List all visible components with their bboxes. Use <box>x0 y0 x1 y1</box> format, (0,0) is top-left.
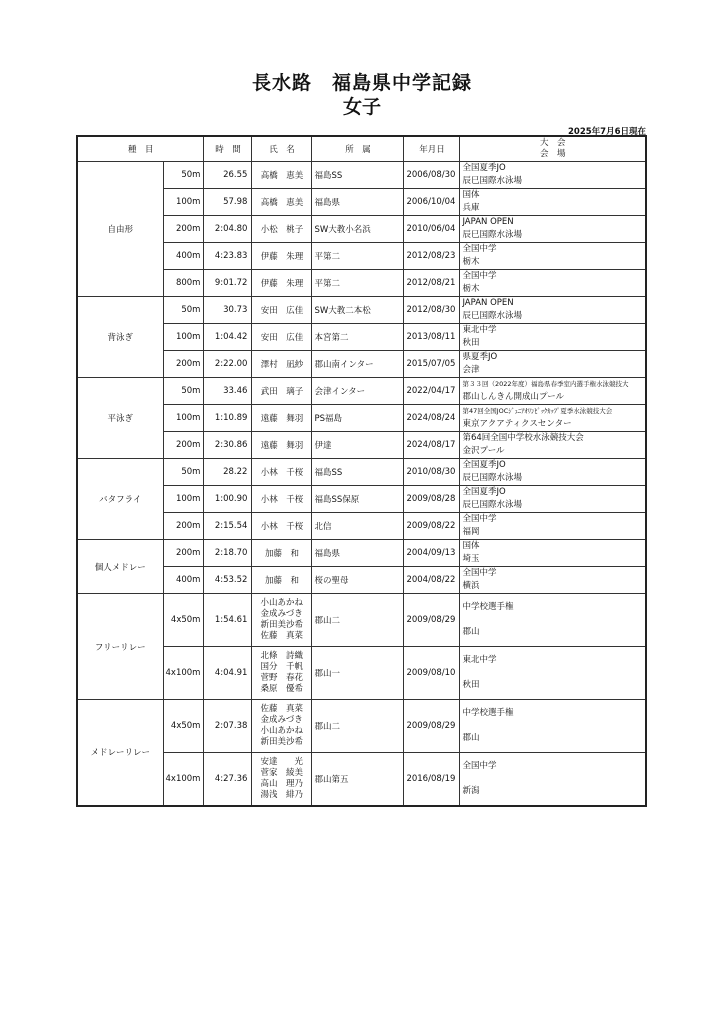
meet-venue <box>460 540 646 567</box>
club-name: 北信 <box>312 513 404 540</box>
record-date: 2013/08/11 <box>404 324 460 351</box>
header-date: 年月日 <box>404 136 460 162</box>
record-date: 2024/08/24 <box>404 405 460 432</box>
event-name: フリーリレー <box>77 594 163 700</box>
meet-venue <box>460 513 646 540</box>
spacer <box>462 667 643 679</box>
distance: 100m <box>163 405 204 432</box>
meet-venue <box>460 567 646 594</box>
table-row <box>77 459 646 486</box>
distance: 200m <box>163 432 204 459</box>
swimmer-names: 小山あかね 金成みづき 新田美沙希 佐藤 真菜 <box>252 594 312 647</box>
spacer <box>462 773 643 785</box>
club-name: PS福島 <box>312 405 404 432</box>
swimmer-name: 安田 広佳 <box>252 324 312 351</box>
record-date: 2009/08/29 <box>404 700 460 753</box>
spacer <box>462 720 643 732</box>
distance: 100m <box>163 324 204 351</box>
table-row <box>77 216 646 243</box>
table-row <box>77 513 646 540</box>
club-name: 郡山二 <box>312 700 404 753</box>
record-date: 2024/08/17 <box>404 432 460 459</box>
record-time: 2:18.70 <box>204 540 252 567</box>
distance: 400m <box>163 243 204 270</box>
venue-name: 郡山しんきん開成山プール <box>462 392 565 402</box>
meet-venue <box>460 297 646 324</box>
meet-venue <box>460 351 646 378</box>
club-name: 本宮第二 <box>312 324 404 351</box>
venue-name: 福岡 <box>462 527 480 537</box>
record-date: 2009/08/28 <box>404 486 460 513</box>
table-row <box>77 351 646 378</box>
record-time: 2:07.38 <box>204 700 252 753</box>
distance: 200m <box>163 513 204 540</box>
distance: 100m <box>163 486 204 513</box>
table-row <box>77 594 646 647</box>
record-date: 2004/08/22 <box>404 567 460 594</box>
swimmer-name: 伊藤 朱理 <box>252 270 312 297</box>
venue-name: 秋田 <box>462 338 480 348</box>
record-date: 2009/08/10 <box>404 647 460 700</box>
swimmer-name: 武田 璃子 <box>252 378 312 405</box>
meet-venue <box>460 700 646 753</box>
meet-venue <box>460 753 646 806</box>
venue-name: 横浜 <box>462 581 480 591</box>
record-date: 2004/09/13 <box>404 540 460 567</box>
swimmer-names: 北條 詩織 国分 千帆 菅野 春花 桑原 優希 <box>252 647 312 700</box>
meet-name: 東北中学 <box>462 655 497 665</box>
table-body <box>77 162 646 806</box>
record-time: 1:00.90 <box>204 486 252 513</box>
venue-name: 兵庫 <box>462 203 480 213</box>
table-row <box>77 297 646 324</box>
as-of-date: 2025年7月6日現在 <box>568 127 646 137</box>
swimmer-names: 佐藤 真菜 金成みづき 小山あかね 新田美沙希 <box>252 700 312 753</box>
venue-name: 辰巳国際水泳場 <box>462 311 522 321</box>
record-date: 2009/08/29 <box>404 594 460 647</box>
meet-venue <box>460 486 646 513</box>
club-name: 会津インター <box>312 378 404 405</box>
page-title: 長水路 福島県中学記録 <box>251 72 472 94</box>
meet-venue <box>460 189 646 216</box>
table-header-row <box>77 136 646 162</box>
header-meet: 大 会 <box>539 138 566 148</box>
meet-name: 中学校選手権 <box>462 602 514 612</box>
table-row <box>77 432 646 459</box>
record-time: 2:15.54 <box>204 513 252 540</box>
record-date: 2016/08/19 <box>404 753 460 806</box>
club-name: SW大教小名浜 <box>312 216 404 243</box>
meet-name: JAPAN OPEN <box>462 298 514 308</box>
meet-name: 中学校選手権 <box>462 708 514 718</box>
distance: 50m <box>163 297 204 324</box>
record-date: 2012/08/23 <box>404 243 460 270</box>
distance: 4x50m <box>163 700 204 753</box>
record-date: 2006/08/30 <box>404 162 460 189</box>
meet-venue <box>460 270 646 297</box>
table-row <box>77 378 646 405</box>
meet-name: 全国中学 <box>462 568 497 578</box>
venue-name: 会津 <box>462 365 480 375</box>
record-time: 4:53.52 <box>204 567 252 594</box>
venue-name: 辰巳国際水泳場 <box>462 230 522 240</box>
meet-name: 全国中学 <box>462 760 497 771</box>
meet-venue <box>460 243 646 270</box>
header-time: 時 間 <box>204 136 252 162</box>
distance: 50m <box>163 162 204 189</box>
venue-name: 埼玉 <box>462 554 480 564</box>
event-name: 背泳ぎ <box>77 297 163 378</box>
meet-venue <box>460 432 646 459</box>
record-date: 2022/04/17 <box>404 378 460 405</box>
venue-name: 栃木 <box>462 257 480 267</box>
meet-venue <box>460 162 646 189</box>
meet-venue <box>460 594 646 647</box>
table-row <box>77 189 646 216</box>
swimmer-name: 加藤 和 <box>252 540 312 567</box>
header-club: 所 属 <box>312 136 404 162</box>
club-name: 平第二 <box>312 270 404 297</box>
swimmer-names: 安達 光 菅家 綾美 高山 理乃 湯浅 緋乃 <box>252 753 312 806</box>
club-name: 伊達 <box>312 432 404 459</box>
club-name: 郡山南インター <box>312 351 404 378</box>
meet-venue <box>460 647 646 700</box>
venue-name: 金沢プール <box>462 446 505 456</box>
meet-name: 第64回全国中学校水泳競技大会 <box>462 433 584 443</box>
record-date: 2015/07/05 <box>404 351 460 378</box>
distance: 800m <box>163 270 204 297</box>
distance: 50m <box>163 378 204 405</box>
record-time: 4:23.83 <box>204 243 252 270</box>
table-row <box>77 162 646 189</box>
venue-name: 辰巳国際水泳場 <box>462 473 522 483</box>
club-name: 桜の聖母 <box>312 567 404 594</box>
swimmer-name: 高橋 恵美 <box>252 162 312 189</box>
event-name: バタフライ <box>77 459 163 540</box>
record-time: 2:30.86 <box>204 432 252 459</box>
club-name: 平第二 <box>312 243 404 270</box>
table-row <box>77 540 646 567</box>
record-time: 9:01.72 <box>204 270 252 297</box>
event-name: 平泳ぎ <box>77 378 163 459</box>
meet-venue <box>460 216 646 243</box>
meet-name: 全国中学 <box>462 244 497 254</box>
record-time: 57.98 <box>204 189 252 216</box>
club-name: 郡山二 <box>312 594 404 647</box>
swimmer-name: 高橋 恵美 <box>252 189 312 216</box>
table-row <box>77 567 646 594</box>
spacer <box>462 614 643 626</box>
club-name: 郡山第五 <box>312 753 404 806</box>
table-row <box>77 405 646 432</box>
meet-name: 県夏季JO <box>462 352 498 362</box>
record-date: 2012/08/30 <box>404 297 460 324</box>
distance: 50m <box>163 459 204 486</box>
venue-name: 郡山 <box>462 733 480 743</box>
venue-name: 東京アクアティクスセンター <box>462 419 572 429</box>
record-date: 2009/08/22 <box>404 513 460 540</box>
swimmer-name: 加藤 和 <box>252 567 312 594</box>
club-name: 福島SS保原 <box>312 486 404 513</box>
swimmer-name: 小林 千桜 <box>252 459 312 486</box>
club-name: 福島SS <box>312 162 404 189</box>
table-row <box>77 700 646 753</box>
meet-venue <box>460 324 646 351</box>
record-time: 2:04.80 <box>204 216 252 243</box>
swimmer-name: 小松 桃子 <box>252 216 312 243</box>
meet-name: 東北中学 <box>462 325 497 335</box>
record-date: 2006/10/04 <box>404 189 460 216</box>
record-time: 4:04.91 <box>204 647 252 700</box>
table-row <box>77 243 646 270</box>
distance: 200m <box>163 216 204 243</box>
meet-name: 第３３回（2022年度）福島県春季室内選手権水泳競技大 <box>462 380 629 388</box>
distance: 4x50m <box>163 594 204 647</box>
club-name: 郡山一 <box>312 647 404 700</box>
record-time: 1:54.61 <box>204 594 252 647</box>
header-event: 種 目 <box>77 136 204 162</box>
table-row <box>77 647 646 700</box>
header-venue: 会 場 <box>539 149 566 159</box>
meet-name: 全国中学 <box>462 514 497 524</box>
swimmer-name: 遠藤 舞羽 <box>252 432 312 459</box>
distance: 200m <box>163 540 204 567</box>
meet-name: JAPAN OPEN <box>462 217 514 227</box>
event-name: メドレーリレー <box>77 700 163 806</box>
swimmer-name: 安田 広佳 <box>252 297 312 324</box>
club-name: 福島県 <box>312 189 404 216</box>
record-time: 1:04.42 <box>204 324 252 351</box>
record-time: 33.46 <box>204 378 252 405</box>
meet-name: 国体 <box>462 541 480 551</box>
swimmer-name: 小林 千桜 <box>252 486 312 513</box>
venue-name: 秋田 <box>462 680 480 690</box>
meet-name: 国体 <box>462 190 480 200</box>
table-row <box>77 270 646 297</box>
record-date: 2012/08/21 <box>404 270 460 297</box>
page-subtitle: 女子 <box>342 96 381 118</box>
header-meet-venue <box>460 136 646 162</box>
meet-venue <box>460 459 646 486</box>
record-time: 26.55 <box>204 162 252 189</box>
record-time: 4:27.36 <box>204 753 252 806</box>
meet-name: 全国夏季JO <box>462 163 506 173</box>
venue-name: 栃木 <box>462 284 480 294</box>
club-name: 福島SS <box>312 459 404 486</box>
table-row <box>77 486 646 513</box>
record-date: 2010/06/04 <box>404 216 460 243</box>
record-time: 30.73 <box>204 297 252 324</box>
venue-name: 新潟 <box>462 785 480 796</box>
table-row <box>77 324 646 351</box>
distance: 4x100m <box>163 753 204 806</box>
distance: 400m <box>163 567 204 594</box>
venue-name: 辰巳国際水泳場 <box>462 500 522 510</box>
meet-name: 全国夏季JO <box>462 487 506 497</box>
club-name: SW大教二本松 <box>312 297 404 324</box>
meet-name: 全国夏季JO <box>462 460 506 470</box>
swimmer-name: 澤村 凪紗 <box>252 351 312 378</box>
meet-venue <box>460 405 646 432</box>
meet-venue <box>460 378 646 405</box>
swimmer-name: 遠藤 舞羽 <box>252 405 312 432</box>
records-table <box>76 135 647 807</box>
venue-name: 郡山 <box>462 627 480 637</box>
event-name: 自由形 <box>77 162 163 297</box>
meet-name: 全国中学 <box>462 271 497 281</box>
event-name: 個人メドレー <box>77 540 163 594</box>
meet-name: 第47回全国JOCｼﾞｭﾆｱｵﾘﾝﾋﾟｯｸｶｯﾌﾟ夏季水泳競技大会 <box>462 407 613 415</box>
venue-name: 辰巳国際水泳場 <box>462 176 522 186</box>
club-name: 福島県 <box>312 540 404 567</box>
distance: 100m <box>163 189 204 216</box>
header-name: 氏 名 <box>252 136 312 162</box>
record-time: 28.22 <box>204 459 252 486</box>
record-date: 2010/08/30 <box>404 459 460 486</box>
table-row <box>77 753 646 806</box>
swimmer-name: 小林 千桜 <box>252 513 312 540</box>
distance: 200m <box>163 351 204 378</box>
record-time: 1:10.89 <box>204 405 252 432</box>
record-time: 2:22.00 <box>204 351 252 378</box>
distance: 4x100m <box>163 647 204 700</box>
swimmer-name: 伊藤 朱理 <box>252 243 312 270</box>
